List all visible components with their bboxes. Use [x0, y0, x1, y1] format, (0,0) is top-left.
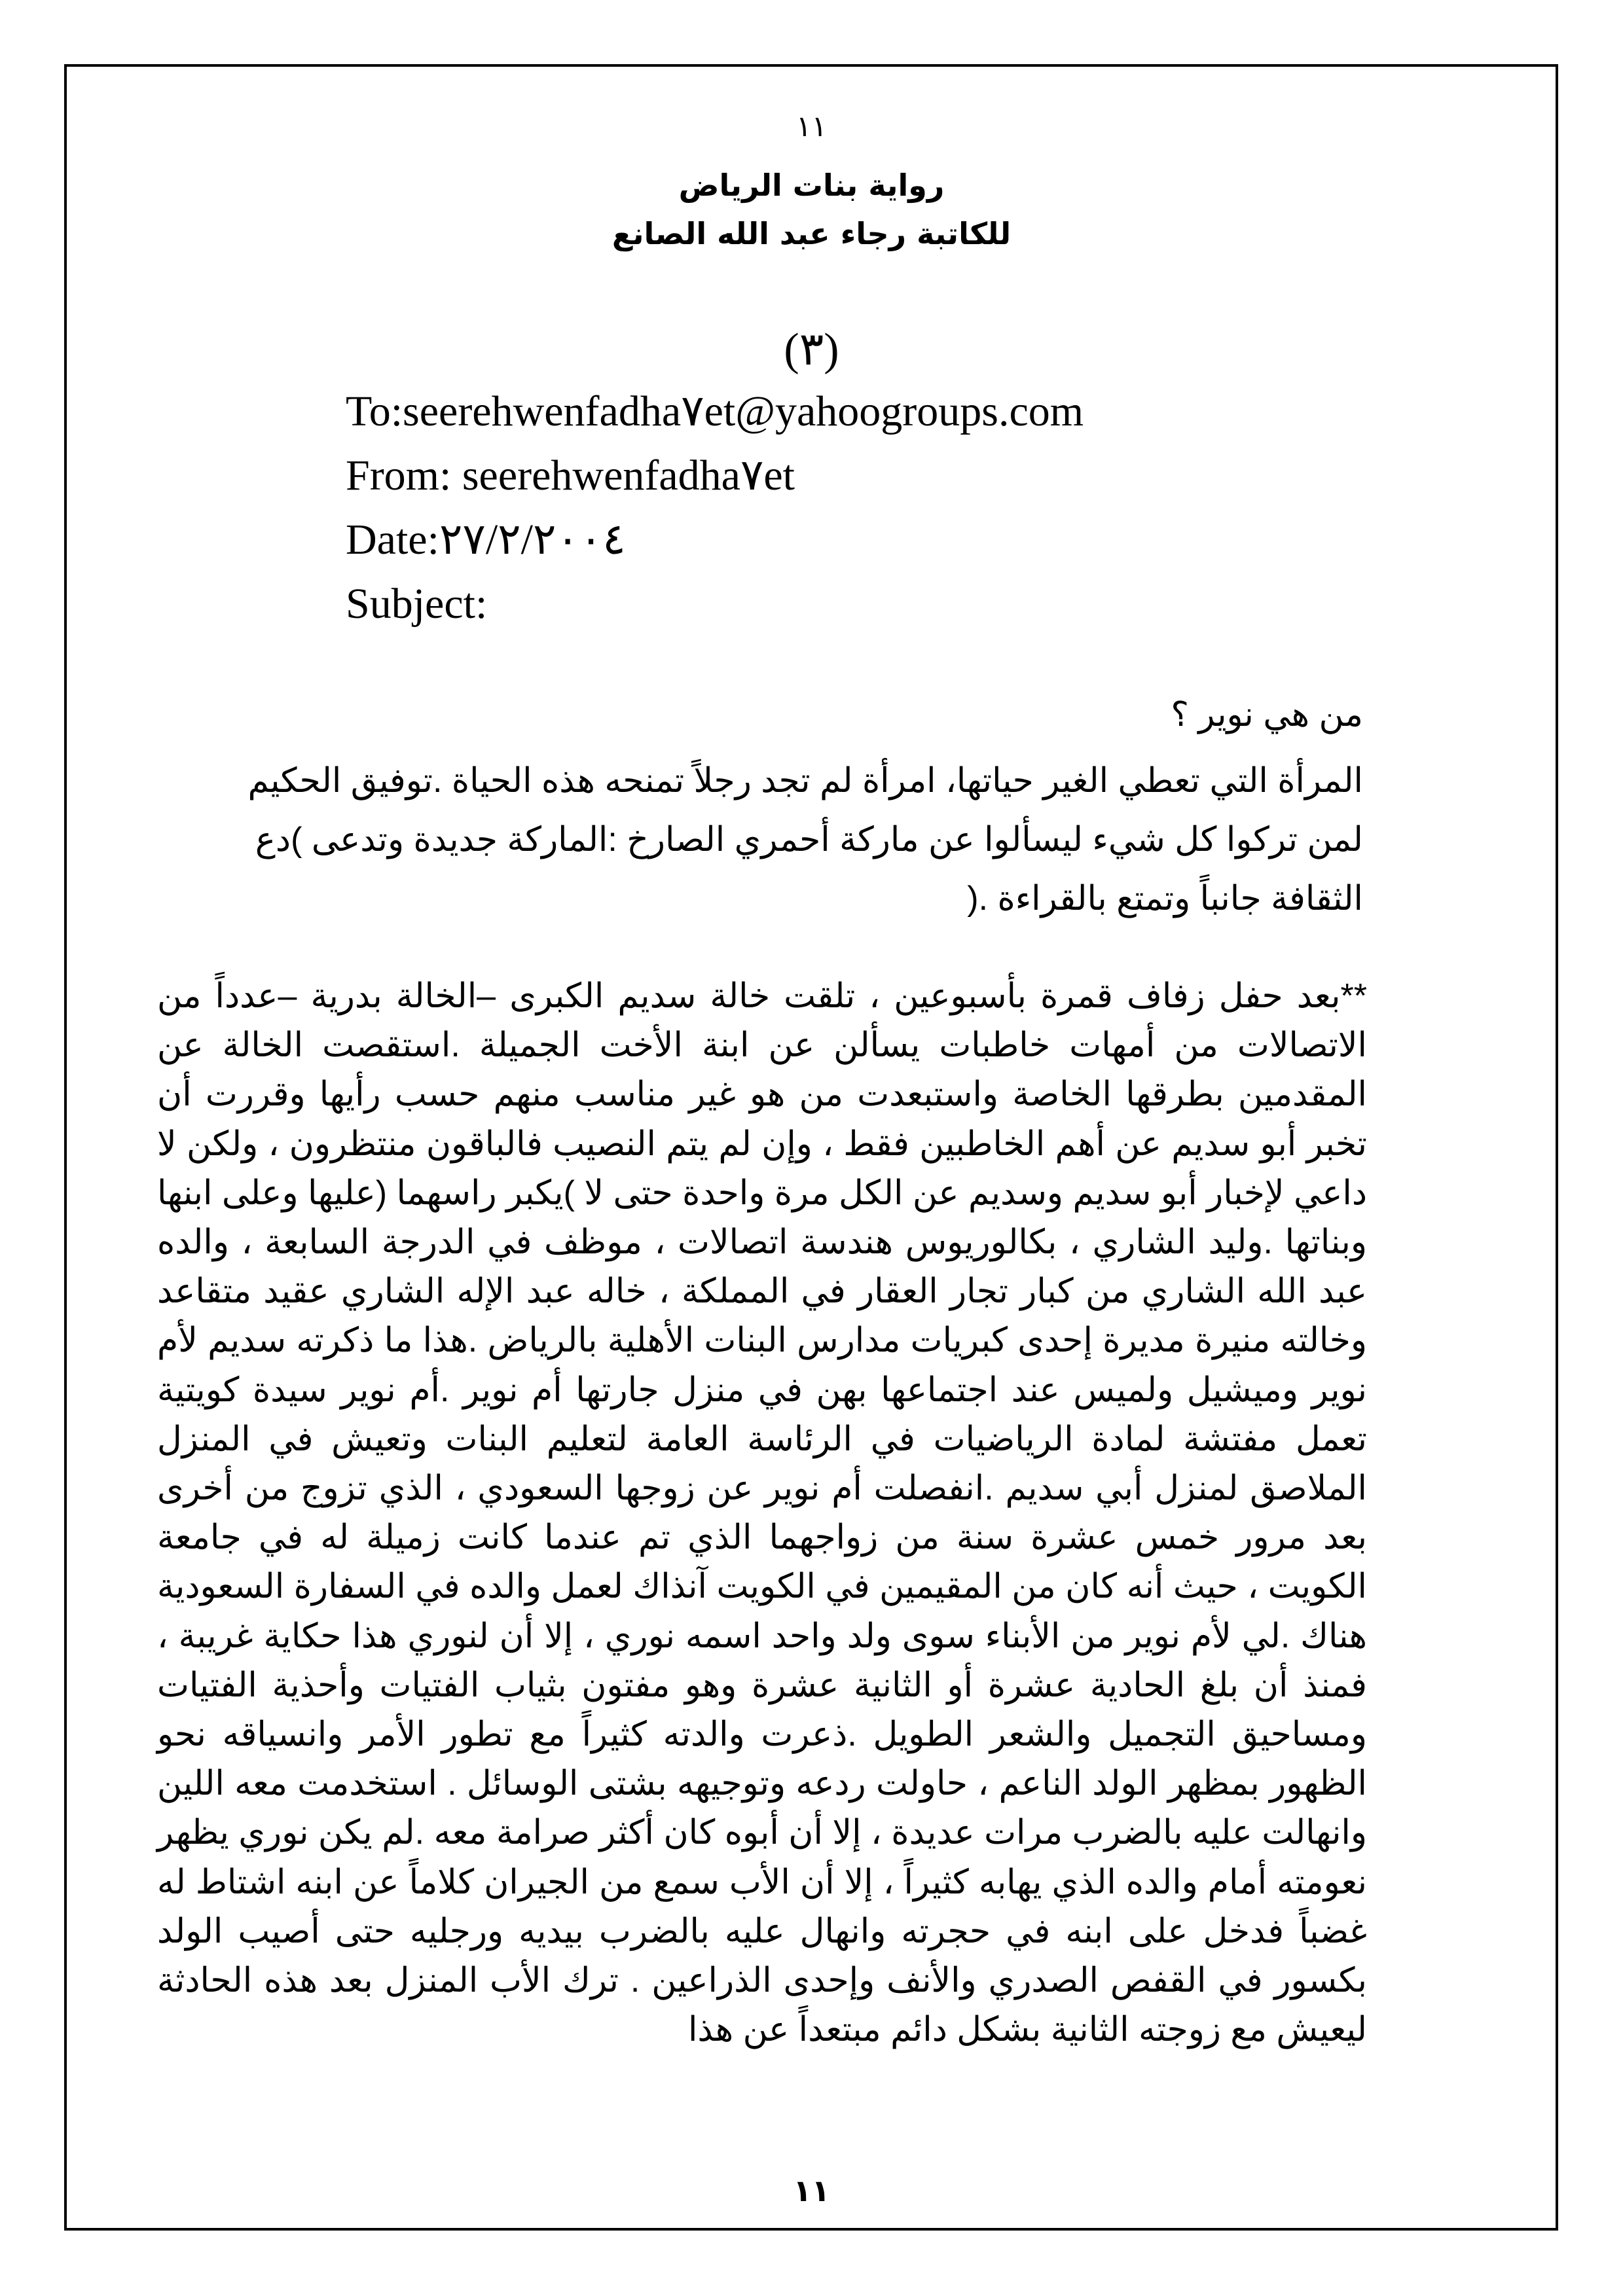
- page-number-top: ١١: [795, 110, 828, 143]
- email-subject: Subject:: [346, 580, 488, 628]
- author-line: للكاتبة رجاء عبد الله الصانع: [611, 216, 1012, 251]
- intro-quote: المرأة التي تعطي الغير حياتها، امرأة لم تجد رجلاً تمنحه هذه الحياة .توفيق الحكيم: [247, 762, 1363, 800]
- main-paragraph: **بعد حفل زفاف قمرة بأسبوعين ، تلقت خالة سديم الكبرى –الخالة بدرية –عدداً من الاتصالات من أمهات خاطبات يسألن عن ابنة الأخت الجميلة .استقصت الخالة عن المقدمين بطرقها الخاصة واستبعدت من هو غير مناسب منهم حسب رأيها وقررت أن تخبر أبو سديم عن أهم الخاطبين فقط ، وإن لم يتم النصيب فالباقون منتظرون ، ولكن لا داعي لإخبار أبو سديم وسديم عن الكل مرة واحدة حتى لا )يكبر راسهما (عليها وعلى ابنها وبناتها .وليد الشاري ، بكالوريوس هندسة اتصالات ، موظف في الدرجة السابعة ، والده عبد الله الشاري من كبار تجار العقار في المملكة ، خاله عبد الإله الشاري عقيد متقاعد وخالته منيرة مديرة إحدى كبريات مدارس البنات الأهلية بالرياض .هذا ما ذكرته سديم لأم نوير وميشيل ولميس عند اجتماعها بهن في منزل جارتها أم نوير .أم نوير سيدة كويتية تعمل مفتشة لمادة الرياضيات في الرئاسة العامة لتعليم البنات وتعيش في المنزل الملاصق لمنزل أبي سديم .انفصلت أم نوير عن زوجها السعودي ، الذي تزوج من أخرى بعد مرور خمس عشرة سنة من زواجهما الذي تم عندما كانت زميلة له في جامعة الكويت ، حيث أنه كان من المقيمين في الكويت آنذاك لعمل والده في السفارة السعودية هناك .لي لأم نوير من الأبناء سوى ولد واحد اسمه نوري ، إلا أن لنوري هذا حكاية غريبة ، فمنذ أن بلغ الحادية عشرة أو الثانية عشرة وهو مفتون بثياب الفتيات وأحذية الفتيات ومساحيق التجميل والشعر الطويل .ذعرت والدته كثيراً مع تطور الأمر وانسياقه نحو الظهور بمظهر الولد الناعم ، حاولت ردعه وتوجيهه بشتى الوسائل . استخدمت معه اللين وانهالت عليه بالضرب مرات عديدة ، إلا أن أبوه كان أكثر صرامة معه .لم يكن نوري يظهر نعومته أمام والده الذي يهابه كثيراً ، إلا أن الأب سمع من الجيران كلاماً عن ابنه اشتاط له غضباً فدخل على ابنه في حجرته وانهال عليه بالضرب بيديه ورجليه حتى أصيب الولد بكسور في القفص الصدري والأنف وإحدى الذراعين . ترك الأب المنزل بعد هذه الحادثة ليعيش مع زوجته الثانية بشكل دائم مبتعداً عن هذا: [157, 977, 1367, 2049]
- page-number-bottom: ١١: [793, 2173, 830, 2208]
- intro-block: [164, 751, 1363, 928]
- chapter-number: (٣): [784, 325, 839, 375]
- email-to: To:seerehwenfadha٧et@yahoogroups.com: [346, 387, 1084, 435]
- email-date: Date:٢٧/٢/٢٠٠٤: [346, 516, 626, 564]
- email-from: From: seerehwenfadha٧et: [346, 452, 795, 499]
- intro-note: لمن تركوا كل شيء ليسألوا عن ماركة أحمري الصارخ :الماركة جديدة وتدعى )دع الثقافة جانباً وتمتع بالقراءة .(: [255, 821, 1363, 918]
- section-question: من هي نوير ؟: [1171, 696, 1363, 734]
- email-header: [346, 380, 1084, 636]
- novel-title: رواية بنات الرياض: [678, 168, 945, 203]
